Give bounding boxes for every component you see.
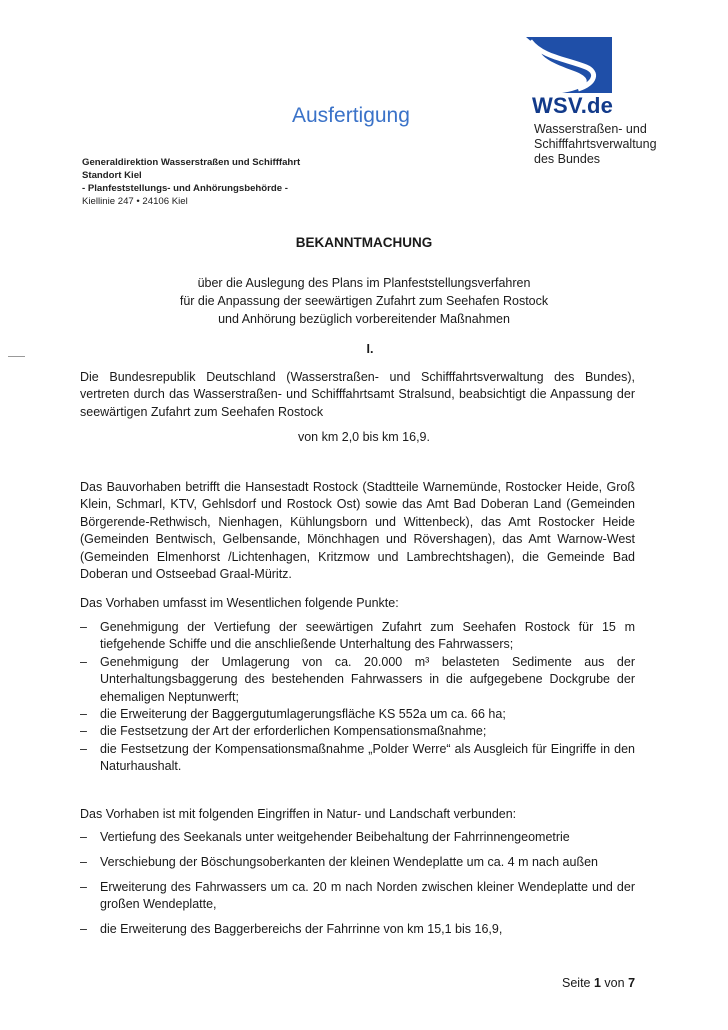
- km-range: von km 2,0 bis km 16,9.: [297, 430, 430, 444]
- fold-mark: [8, 356, 25, 357]
- paragraph-affected-areas: Das Bauvorhaben betrifft die Hansestadt Rostock (Stadtteile Warnemünde, Rostocker Heide, Groß Klein, Schmarl, KTV, Gehlsdorf und Rostock Ost) sowie das Amt Bad Doberan Land (Gemeinden Börgerende-Rethwisch, Nienhagen, Kühlungsborn und Wittenbeck), das Amt Rostocker Heide (Gemeinden Bentwisch, Gelbensande, Mönchhagen und Rövershagen), das Amt Warnow-West (Gemeinden Elmenhorst /Lichtenhagen, Kritzmow und Lambrechtshagen), die Gemeinde Bad Doberan und Ostseebad Graal-Müritz.: [80, 480, 635, 582]
- sender-line: Generaldirektion Wasserstraßen und Schifffahrt: [82, 157, 301, 168]
- list-item: – die Festsetzung der Art der erforderlichen Kompensationsmaßnahme;: [80, 723, 635, 740]
- list-item: – die Erweiterung des Baggerbereichs der Fahrrinne von km 15,1 bis 16,9,: [80, 921, 635, 938]
- sender-line: - Planfeststellungs- und Anhörungsbehörde -: [82, 183, 288, 194]
- list-item: – die Festsetzung der Kompensationsmaßnahme „Polder Werre“ als Ausgleich für Eingriffe in den Naturhaushalt.: [80, 741, 635, 776]
- paragraph-interventions-heading: Das Vorhaben ist mit folgenden Eingriffen in Natur- und Landschaft verbunden:: [80, 807, 517, 821]
- sender-line: Kiellinie 247 • 24106 Kiel: [82, 196, 188, 207]
- list-item: – Genehmigung der Vertiefung der seewärtigen Zufahrt zum Seehafen Rostock für 15 m tiefgehende Schiffe und die anschließende Unterhaltung des Fahrwassers;: [80, 619, 635, 654]
- list-item: – Vertiefung des Seekanals unter weitgehender Beibehaltung der Fahrrinnengeometrie: [80, 829, 635, 846]
- page-current: 1: [593, 976, 601, 990]
- section-number: I.: [366, 342, 374, 356]
- wsv-logo-subtitle: [534, 122, 657, 167]
- interventions-list: [80, 829, 635, 946]
- page-total: 7: [628, 976, 636, 990]
- list-item: – Verschiebung der Böschungsoberkanten der kleinen Wendeplatte um ca. 4 m nach außen: [80, 854, 635, 871]
- ausfertigung-stamp: Ausfertigung: [292, 104, 410, 127]
- logo-subtitle-line: des Bundes: [534, 152, 601, 166]
- wsv-logo-name: WSV.de: [532, 93, 614, 118]
- logo-subtitle-line: Schifffahrtsverwaltung: [534, 137, 657, 151]
- subtitle-line: über die Auslegung des Plans im Planfeststellungsverfahren: [197, 276, 531, 290]
- list-item: – Erweiterung des Fahrwassers um ca. 20 m nach Norden zwischen kleiner Wendeplatte und der großen Wendeplatte,: [80, 879, 635, 914]
- list-item: – die Erweiterung der Baggergutumlagerungsfläche KS 552a um ca. 66 ha;: [80, 706, 635, 723]
- wsv-logo-icon: [526, 37, 612, 93]
- sender-address: [82, 156, 300, 208]
- page-label: Seite: [562, 976, 591, 990]
- document-subtitle: [0, 274, 728, 328]
- scope-list: [80, 619, 635, 776]
- logo-subtitle-line: Wasserstraßen- und: [534, 122, 647, 136]
- page-separator: von: [604, 976, 625, 990]
- page-number: [562, 976, 635, 990]
- paragraph-intro: Die Bundesrepublik Deutschland (Wasserstraßen- und Schifffahrtsverwaltung des Bundes), vertreten durch das Wasserstraßen- und Schifffahrtsamt Stralsund, beabsichtigt die Anpassung der seewärtigen Zufahrt zum Seehafen Rostock: [80, 370, 635, 419]
- subtitle-line: und Anhörung bezüglich vorbereitender Maßnahmen: [218, 312, 510, 326]
- document-title: BEKANNTMACHUNG: [295, 235, 433, 250]
- list-item: – Genehmigung der Umlagerung von ca. 20.000 m³ belasteten Sedimente aus der Unterhaltungsbaggerung des bestehenden Fahrwassers in die aufgegebene Dockgrube der ehemaligen Neptunwerft;: [80, 654, 635, 706]
- sender-line: Standort Kiel: [82, 170, 142, 181]
- subtitle-line: für die Anpassung der seewärtigen Zufahrt zum Seehafen Rostock: [179, 294, 549, 308]
- paragraph-scope-heading: Das Vorhaben umfasst im Wesentlichen folgende Punkte:: [80, 596, 399, 610]
